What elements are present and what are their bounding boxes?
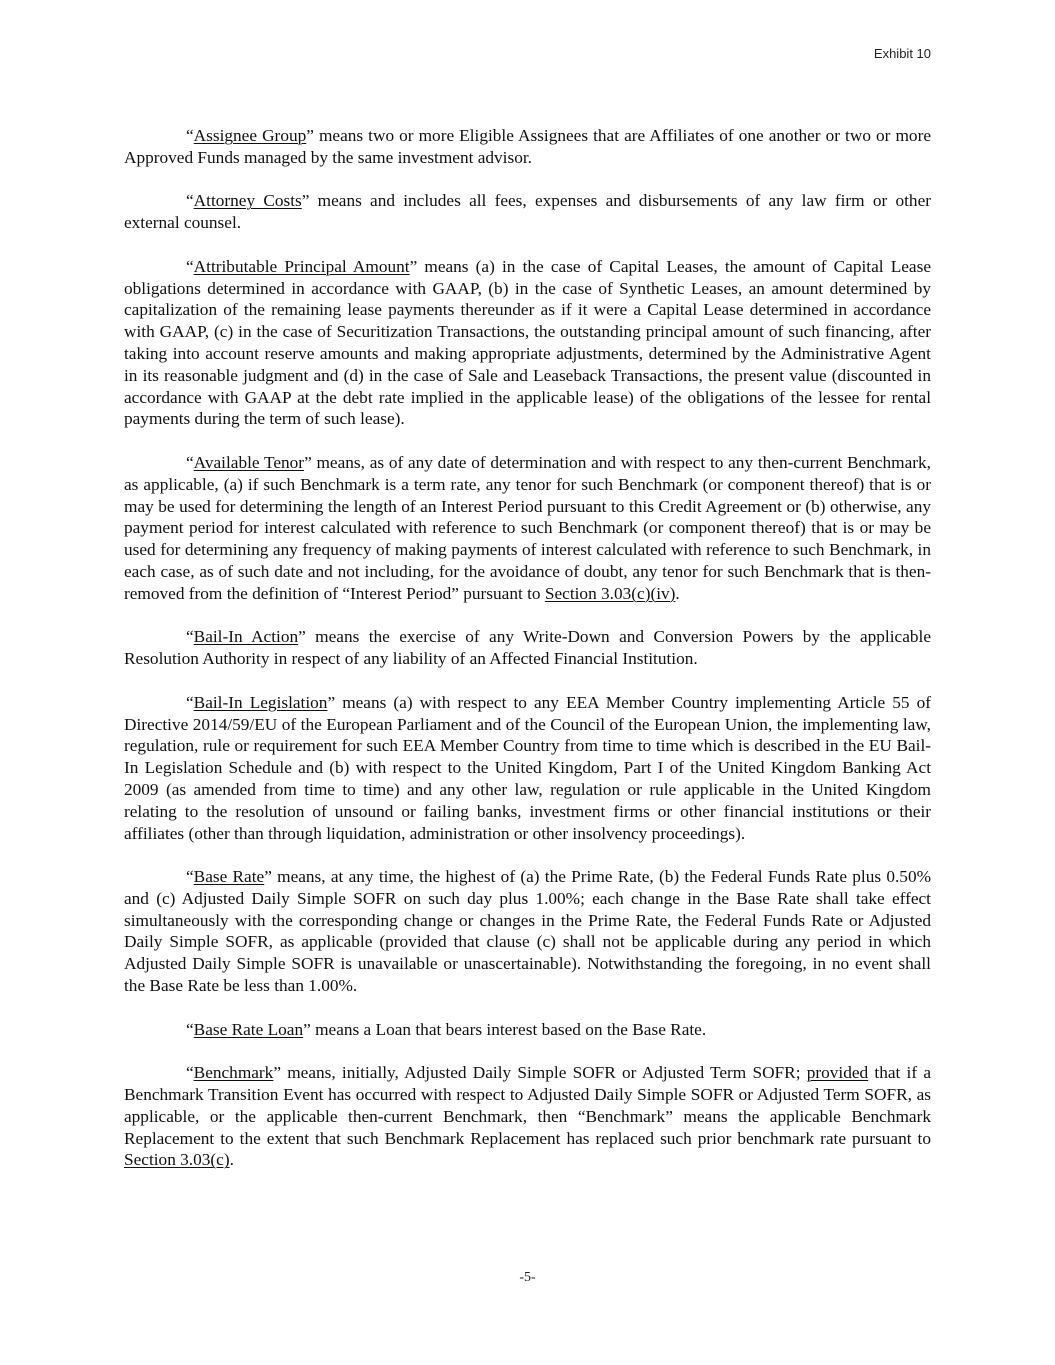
defined-term: Benchmark [193,1063,274,1083]
definition-assignee-group: “Assignee Group” means two or more Eligible Assignees that are Affiliates of one another or two or more Approved Funds managed by the same investment advisor. [124,126,931,167]
defined-term: Bail-In Action [193,627,299,647]
section-reference: Section 3.03(c)(iv) [544,583,676,603]
defined-term: Attorney Costs [193,191,302,211]
definition-benchmark: “Benchmark” means, initially, Adjusted Daily Simple SOFR or Adjusted Term SOFR; provided that if a Benchmark Transition Event has occurred with respect to Adjusted Daily Simple SOFR or Adjusted Term SOFR, as applicable, or the applicable then-current Benchmark, then “Benchmark” means the applicable Benchmark Replacement to the extent that such Benchmark Replacement has replaced such prior benchmark rate pursuant to Section 3.03(c). [124,1063,931,1170]
definition-attributable-principal-amount: “Attributable Principal Amount” means (a) in the case of Capital Leases, the amount of Capital Lease obligations determined in accordance with GAAP, (b) in the case of Synthetic Leases, an amount determined by capitalization of the remaining lease payments thereunder as if it were a Capital Lease determined in accordance with GAAP, (c) in the case of Securitization Transactions, the outstanding principal amount of such financing, after taking into account reserve amounts and making appropriate adjustments, determined by the Administrative Agent in its reasonable judgment and (d) in the case of Sale and Leaseback Transactions, the present value (discounted in accordance with GAAP at the debt rate implied in the applicable lease) of the obligations of the lessee for rental payments during the term of such lease). [124,256,931,429]
definition-base-rate: “Base Rate” means, at any time, the highest of (a) the Prime Rate, (b) the Federal Funds Rate plus 0.50% and (c) Adjusted Daily Simple SOFR on such day plus 1.00%; each change in the Base Rate shall take effect simultaneously with the corresponding change or changes in the Prime Rate, the Federal Funds Rate or Adjusted Daily Simple SOFR, as applicable (provided that clause (c) shall not be applicable during any period in which Adjusted Daily Simple SOFR is unavailable or unascertainable). Notwithstanding the foregoing, in no event shall the Base Rate be less than 1.00%. [124,867,931,996]
page-number: -5- [519,1270,536,1285]
defined-term: Available Tenor [193,452,305,472]
definition-text: means (a) with respect to any EEA Member Country implementing Article 55 of Directive 2014/59/EU of the European Parliament and of the Council of the European Union, the implementing law, regulation, rule or requirement for such EEA Member Country from time to time which is described in the EU Bail-In Legislation Schedule and (b) with respect to the United Kingdom, Part I of the United Kingdom Banking Act 2009 (as amended from time to time) and any other law, regulation or rule applicable in the United Kingdom relating to the resolution of unsound or failing banks, investment firms or other financial institutions or their affiliates (other than through liquidation, administration or other insolvency proceedings). [124,692,931,843]
definition-bail-in-legislation: “Bail-In Legislation” means (a) with respect to any EEA Member Country implementing Article 55 of Directive 2014/59/EU of the European Parliament and of the Council of the European Union, the implementing law, regulation, rule or requirement for such EEA Member Country from time to time which is described in the EU Bail-In Legislation Schedule and (b) with respect to the United Kingdom, Part I of the United Kingdom Banking Act 2009 (as amended from time to time) and any other law, regulation or rule applicable in the United Kingdom relating to the resolution of unsound or failing banks, investment firms or other financial institutions or their affiliates (other than through liquidation, administration or other insolvency proceedings). [124,692,931,843]
definition-text: means two or more Eligible Assignees that are Affiliates of one another or two or more Approved Funds managed by the same investment advisor. [124,126,931,167]
definition-base-rate-loan: “Base Rate Loan” means a Loan that bears interest based on the Base Rate. [186,1019,707,1039]
defined-term: Assignee Group [193,126,307,145]
section-reference: Section 3.03(c) [124,1150,230,1170]
definition-text: means the exercise of any Write-Down and Conversion Powers by the applicable Resolution Authority in respect of any liability of an Affected Financial Institution. [124,627,931,669]
defined-term: Bail-In Legislation [193,692,328,712]
definition-text-continued: that if a Benchmark Transition Event has occurred with respect to Adjusted Daily Simple SOFR or Adjusted Term SOFR, as applicable, or the applicable then-current Benchmark, then “Benchmark” means the applicable Benchmark Replacement to the extent that such Benchmark Replacement has replaced such prior benchmark rate pursuant to [124,1063,931,1148]
definition-text: means, at any time, the highest of (a) the Prime Rate, (b) the Federal Funds Rate plus 0.50% and (c) Adjusted Daily Simple SOFR on such day plus 1.00%; each change in the Base Rate shall take effect simultaneously with the corresponding change or changes in the Prime Rate, the Federal Funds Rate or Adjusted Daily Simple SOFR, as applicable (provided that clause (c) shall not be applicable during any period in which Adjusted Daily Simple SOFR is unavailable or unascertainable). Notwithstanding the foregoing, in no event shall the Base Rate be less than 1.00%. [124,867,931,996]
definition-text: means, as of any date of determination and with respect to any then-current Benchmark, as applicable, (a) if such Benchmark is a term rate, any tenor for such Benchmark (or component thereof) that is or may be used for determining the length of an Interest Period pursuant to this Credit Agreement or (b) otherwise, any payment period for interest calculated with reference to such Benchmark (or component thereof) that is or may be used for determining any frequency of making payments of interest calculated with reference to such Benchmark, in each case, as of such date and not including, for the avoidance of doubt, any tenor for such Benchmark that is then-removed from the definition of “Interest Period” pursuant to [124,452,931,603]
defined-term: Attributable Principal Amount [193,256,410,276]
defined-term: Base Rate [193,867,265,887]
definitions-section [124,125,931,1193]
definition-available-tenor: “Available Tenor” means, as of any date of determination and with respect to any then-current Benchmark, as applicable, (a) if such Benchmark is a term rate, any tenor for such Benchmark (or component thereof) that is or may be used for determining the length of an Interest Period pursuant to this Credit Agreement or (b) otherwise, any payment period for interest calculated with reference to such Benchmark (or component thereof) that is or may be used for determining any frequency of making payments of interest calculated with reference to such Benchmark, in each case, as of such date and not including, for the avoidance of doubt, any tenor for such Benchmark that is then-removed from the definition of “Interest Period” pursuant to Section 3.03(c)(iv). [124,452,931,603]
definition-bail-in-action: “Bail-In Action” means the exercise of any Write-Down and Conversion Powers by the applicable Resolution Authority in respect of any liability of an Affected Financial Institution. [124,627,931,669]
definition-text: means (a) in the case of Capital Leases, the amount of Capital Lease obligations determined in accordance with GAAP, (b) in the case of Synthetic Leases, an amount determined by capitalization of the remaining lease payments thereunder as if it were a Capital Lease determined in accordance with GAAP, (c) in the case of Securitization Transactions, the outstanding principal amount of such financing, after taking into account reserve amounts and making appropriate adjustments, determined by the Administrative Agent in its reasonable judgment and (d) in the case of Sale and Leaseback Transactions, the present value (discounted in accordance with GAAP at the debt rate implied in the applicable lease) of the obligations of the lessee for rental payments during the term of such lease). [124,256,931,429]
exhibit-label: Exhibit 10 [873,46,931,61]
defined-term: Base Rate Loan [193,1019,304,1039]
proviso-term: provided [806,1063,869,1083]
definition-attorney-costs: “Attorney Costs” means and includes all fees, expenses and disbursements of any law firm or other external counsel. [124,191,931,233]
definition-text: means and includes all fees, expenses and disbursements of any law firm or other external counsel. [124,191,931,233]
definition-text: means, initially, Adjusted Daily Simple SOFR or Adjusted Term SOFR; [281,1063,807,1083]
definition-text: means a Loan that bears interest based on the Base Rate. [310,1019,707,1039]
